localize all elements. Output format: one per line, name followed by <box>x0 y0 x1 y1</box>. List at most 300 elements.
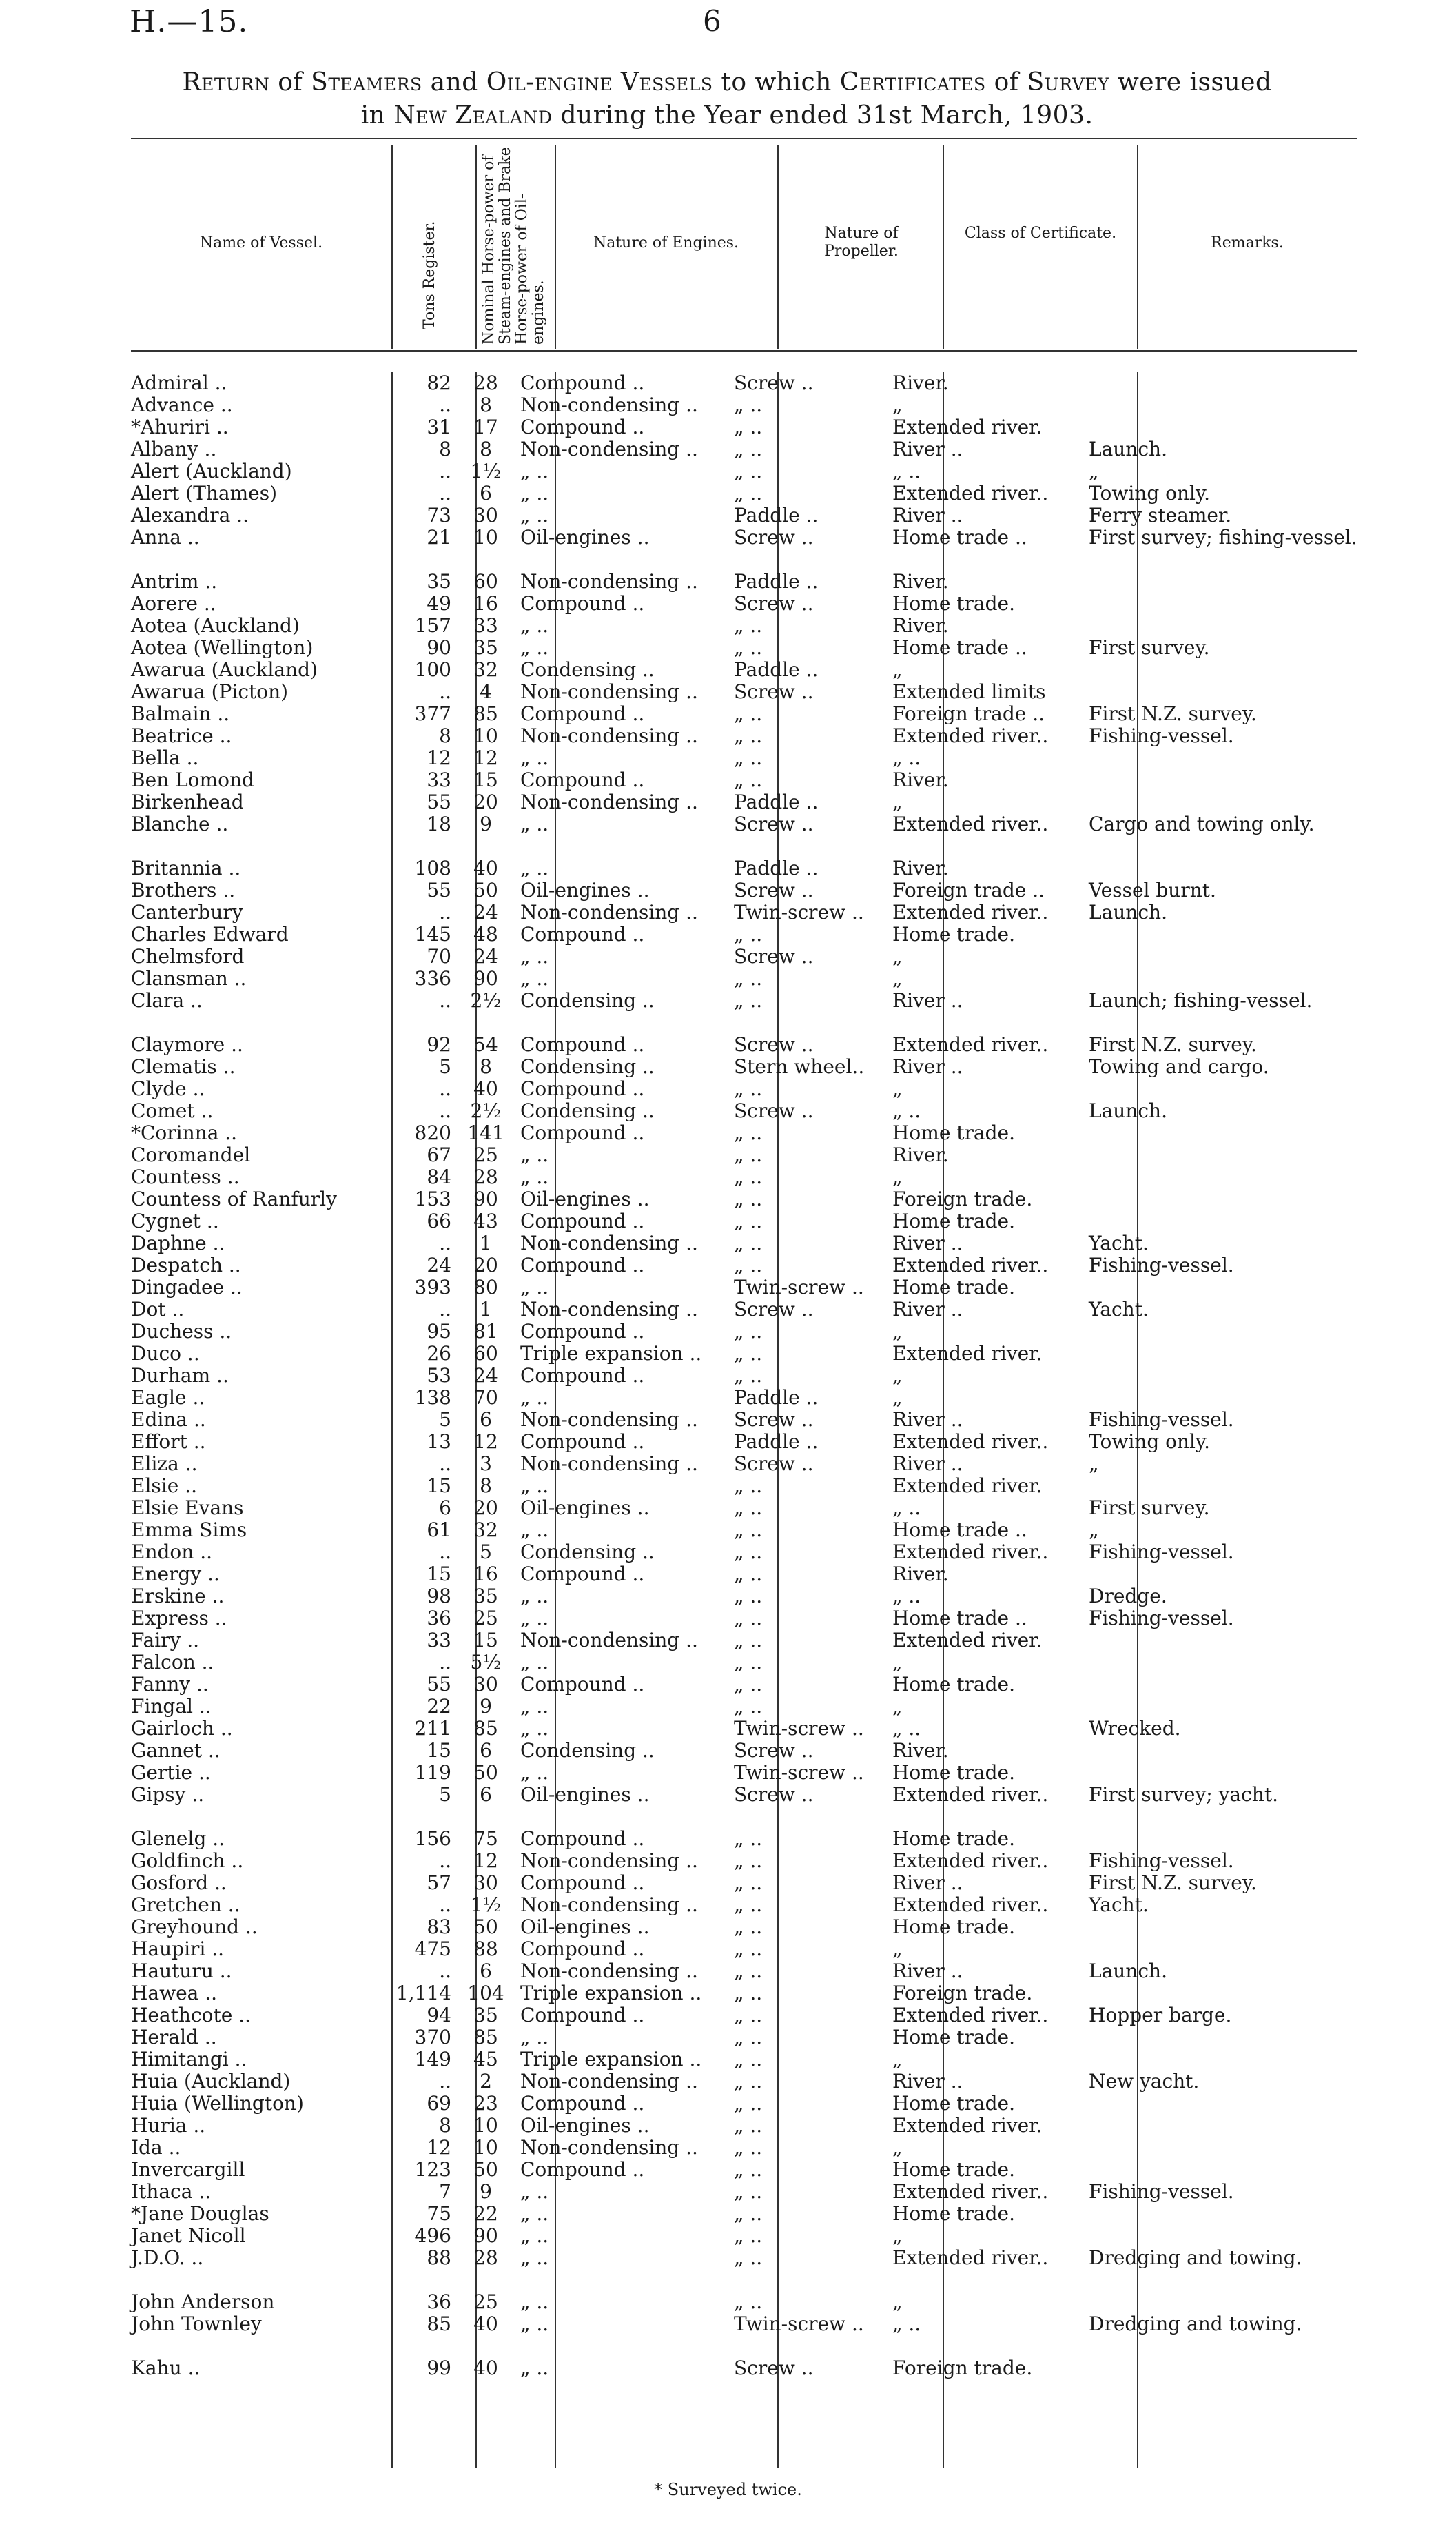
engine-type: Compound .. <box>520 1938 645 1960</box>
tons-register: 33 <box>427 1629 451 1651</box>
table-row <box>131 1563 1357 1585</box>
tons-register: .. <box>439 1077 451 1100</box>
engine-type: Non-condensing .. <box>520 2136 698 2159</box>
tons-register: .. <box>439 2070 451 2093</box>
title-line-1: Return of Steamers and Oil-engine Vessels to which Certificates of Survey were issued <box>182 68 1272 96</box>
certificate-class: River .. <box>892 504 963 527</box>
horse-power: 20 <box>473 1254 498 1277</box>
tons-register: 55 <box>427 1673 451 1696</box>
table-row <box>131 1960 1357 1982</box>
table-row <box>131 615 1357 637</box>
horse-power: 6 <box>480 1739 492 1762</box>
propeller-type: „ .. <box>734 2070 763 2093</box>
vessel-name: Ida .. <box>131 2136 181 2159</box>
tons-register: 138 <box>414 1386 451 1409</box>
horse-power: 30 <box>473 1673 498 1696</box>
remarks <box>1089 1674 1357 1696</box>
engine-type: „ .. <box>520 1761 549 1784</box>
engine-type: Non-condensing .. <box>520 570 698 593</box>
engine-type: Non-condensing .. <box>520 1893 698 1916</box>
horse-power: 30 <box>473 504 498 527</box>
horse-power: 104 <box>467 1982 504 2004</box>
engine-type: „ .. <box>520 1386 549 1409</box>
table-row <box>131 747 1357 769</box>
report-reference: H.—15. <box>130 4 249 39</box>
horse-power: 5 <box>480 1540 492 1563</box>
certificate-class: Extended river.. <box>892 813 1049 835</box>
certificate-class: Extended river.. <box>892 1254 1049 1277</box>
tons-register: 6 <box>439 1496 451 1519</box>
remarks <box>1089 747 1357 769</box>
certificate-class: River .. <box>892 2070 963 2093</box>
remarks: First survey; yacht. <box>1089 1783 1278 1806</box>
engine-type: „ .. <box>520 2312 549 2335</box>
vessel-name: Invercargill <box>131 2158 245 2181</box>
remarks <box>1089 1629 1357 1651</box>
certificate-class: River. <box>892 1143 949 1166</box>
engine-type: Oil-engines .. <box>520 1783 650 1806</box>
remarks: Fishing-vessel. <box>1089 1254 1234 1277</box>
col-header-horse-power: Nominal Horse-power of Steam-engines and Brake Horse-power of Oil-engines. <box>480 147 547 345</box>
vessel-name: Glenelg .. <box>131 1827 225 1850</box>
remarks <box>1089 2159 1357 2181</box>
engine-type: Oil-engines .. <box>520 1496 650 1519</box>
engine-type: Compound .. <box>520 702 645 725</box>
remarks: Towing only. <box>1089 482 1210 505</box>
propeller-type: „ .. <box>734 1518 763 1541</box>
remarks <box>1089 1343 1357 1365</box>
remarks <box>1089 1387 1357 1409</box>
certificate-class: Foreign trade .. <box>892 702 1045 725</box>
remarks: Launch. <box>1089 1960 1167 1982</box>
table-row <box>131 1056 1357 1078</box>
table-row <box>131 1740 1357 1762</box>
horse-power: 2 <box>480 2070 492 2093</box>
vessel-name: Dingadee .. <box>131 1276 243 1299</box>
vessel-name: Effort .. <box>131 1430 206 1453</box>
horse-power: 85 <box>473 2026 498 2048</box>
certificate-class: „ <box>892 1077 903 1100</box>
vessel-name: Gipsy .. <box>131 1783 205 1806</box>
table-row <box>131 1894 1357 1916</box>
horse-power: 40 <box>473 2312 498 2335</box>
propeller-type: „ .. <box>734 1673 763 1696</box>
certificate-class: Foreign trade. <box>892 1982 1033 2004</box>
tons-register: .. <box>439 1849 451 1872</box>
engine-type: Compound .. <box>520 2004 645 2026</box>
horse-power: 6 <box>480 1408 492 1431</box>
propeller-type: „ .. <box>734 769 763 791</box>
propeller-type: „ .. <box>734 394 763 416</box>
vessel-name: Coromandel <box>131 1143 251 1166</box>
engine-type: Non-condensing .. <box>520 1452 698 1475</box>
horse-power: 17 <box>473 416 498 438</box>
engine-type: Compound .. <box>520 592 645 615</box>
remarks <box>1089 2048 1357 2071</box>
horse-power: 5½ <box>470 1651 502 1674</box>
tons-register: 22 <box>427 1695 451 1718</box>
remarks: „ <box>1089 1518 1099 1541</box>
tons-register: 108 <box>414 857 451 879</box>
remarks <box>1089 1078 1357 1100</box>
vessel-name: Anna .. <box>131 526 200 549</box>
remarks: First survey. <box>1089 636 1210 659</box>
propeller-type: Screw .. <box>734 1033 814 1056</box>
propeller-type: „ .. <box>734 1893 763 1916</box>
remarks: Launch. <box>1089 1099 1167 1122</box>
propeller-type: „ .. <box>734 2136 763 2159</box>
tons-register: 75 <box>427 2202 451 2225</box>
certificate-class: River .. <box>892 1408 963 1431</box>
horse-power: 6 <box>480 482 492 505</box>
certificate-class: Home trade. <box>892 1915 1016 1938</box>
tons-register: 820 <box>414 1121 451 1144</box>
remarks: „ <box>1089 460 1099 482</box>
certificate-class: River .. <box>892 989 963 1012</box>
tons-register: 8 <box>439 438 451 460</box>
table-row <box>131 1674 1357 1696</box>
remarks <box>1089 857 1357 879</box>
propeller-type: „ .. <box>734 1849 763 1872</box>
remarks: First N.Z. survey. <box>1089 702 1257 725</box>
propeller-type: „ .. <box>734 1651 763 1674</box>
horse-power: 9 <box>480 2180 492 2203</box>
propeller-type: „ .. <box>734 724 763 747</box>
vessel-name: Greyhound .. <box>131 1915 258 1938</box>
tons-register: .. <box>439 901 451 924</box>
engine-type: „ .. <box>520 857 549 879</box>
table-row <box>131 791 1357 813</box>
remarks <box>1089 394 1357 416</box>
propeller-type: „ .. <box>734 1210 763 1232</box>
vessel-name: John Anderson <box>131 2290 275 2313</box>
engine-type: Compound .. <box>520 923 645 946</box>
certificate-class: River. <box>892 372 949 394</box>
remarks <box>1089 1122 1357 1144</box>
horse-power: 45 <box>473 2048 498 2071</box>
remarks: Vessel burnt. <box>1089 879 1216 902</box>
certificate-class: River. <box>892 857 949 879</box>
certificate-class: „ .. <box>892 746 921 769</box>
tons-register: 7 <box>439 2180 451 2203</box>
table-row <box>131 703 1357 725</box>
vessel-name: Eagle .. <box>131 1386 205 1409</box>
horse-power: 8 <box>480 438 492 460</box>
tons-register: 67 <box>427 1143 451 1166</box>
remarks <box>1089 593 1357 615</box>
engine-type: Non-condensing .. <box>520 394 698 416</box>
horse-power: 85 <box>473 702 498 725</box>
table-row <box>131 769 1357 791</box>
certificate-class: River. <box>892 769 949 791</box>
remarks <box>1089 2137 1357 2159</box>
propeller-type: „ .. <box>734 1188 763 1210</box>
tons-register: 336 <box>414 967 451 990</box>
engine-type: „ .. <box>520 1518 549 1541</box>
certificate-class: „ .. <box>892 1585 921 1607</box>
horse-power: 85 <box>473 1717 498 1740</box>
certificate-class: Extended river.. <box>892 1540 1049 1563</box>
certificate-class: Extended river. <box>892 1474 1043 1497</box>
vessel-name: Canterbury <box>131 901 243 924</box>
horse-power: 40 <box>473 2357 498 2379</box>
table-row <box>131 2247 1357 2291</box>
table-row <box>131 1938 1357 1960</box>
propeller-type: Screw .. <box>734 1298 814 1321</box>
remarks: Dredging and towing. <box>1089 2246 1302 2269</box>
col-header-name: Name of Vessel. <box>199 234 323 252</box>
remarks <box>1089 1277 1357 1299</box>
vessel-name: Emma Sims <box>131 1518 247 1541</box>
certificate-class: River. <box>892 1563 949 1585</box>
table-row <box>131 2048 1357 2071</box>
tons-register: 8 <box>439 724 451 747</box>
remarks: Fishing-vessel. <box>1089 1540 1234 1563</box>
remarks <box>1089 2225 1357 2247</box>
horse-power: 10 <box>473 2136 498 2159</box>
engine-type: „ .. <box>520 1474 549 1497</box>
engine-type: Compound .. <box>520 1827 645 1850</box>
table-row <box>131 482 1357 505</box>
col-header-remarks: Remarks. <box>1211 234 1284 252</box>
horse-power: 30 <box>473 1871 498 1894</box>
table-row <box>131 2026 1357 2048</box>
table-row <box>131 593 1357 615</box>
remarks <box>1089 659 1357 681</box>
vessel-name: J.D.O. .. <box>131 2246 204 2269</box>
certificate-class: Home trade. <box>892 1121 1016 1144</box>
table-row <box>131 505 1357 527</box>
vessel-name: Cygnet .. <box>131 1210 219 1232</box>
remarks: Fishing-vessel. <box>1089 1849 1234 1872</box>
engine-type: „ .. <box>520 1585 549 1607</box>
propeller-type: „ .. <box>734 1563 763 1585</box>
propeller-type: „ .. <box>734 2180 763 2203</box>
vessel-name: Daphne .. <box>131 1232 225 1254</box>
propeller-type: Twin-screw .. <box>734 2312 864 2335</box>
propeller-type: „ .. <box>734 702 763 725</box>
table-row <box>131 990 1357 1034</box>
vessel-name: Alert (Auckland) <box>131 460 292 482</box>
remarks: Dredge. <box>1089 1585 1167 1607</box>
propeller-type: „ .. <box>734 2092 763 2115</box>
vessel-name: *Corinna .. <box>131 1121 238 1144</box>
remarks <box>1089 2093 1357 2115</box>
horse-power: 25 <box>473 2290 498 2313</box>
horse-power: 10 <box>473 2114 498 2137</box>
propeller-type: „ .. <box>734 2224 763 2247</box>
vessel-name: Bella .. <box>131 746 199 769</box>
propeller-type: „ .. <box>734 2026 763 2048</box>
table-row <box>131 1144 1357 1166</box>
remarks <box>1089 924 1357 946</box>
horse-power: 32 <box>473 1518 498 1541</box>
horse-power: 22 <box>473 2202 498 2225</box>
remarks: Wrecked. <box>1089 1717 1181 1740</box>
horse-power: 10 <box>473 526 498 549</box>
horse-power: 75 <box>473 1827 498 1850</box>
certificate-class: „ .. <box>892 2312 921 2335</box>
horse-power: 24 <box>473 901 498 924</box>
remarks <box>1089 1144 1357 1166</box>
remarks: Launch; fishing-vessel. <box>1089 989 1313 1012</box>
tons-register: 5 <box>439 1783 451 1806</box>
table-row <box>131 1431 1357 1453</box>
certificate-class: Foreign trade. <box>892 1188 1033 1210</box>
tons-register: 55 <box>427 879 451 902</box>
vessel-table <box>131 372 1357 2379</box>
certificate-class: Extended river.. <box>892 2004 1049 2026</box>
engine-type: „ .. <box>520 460 549 482</box>
horse-power: 9 <box>480 1695 492 1718</box>
propeller-type: Screw .. <box>734 680 814 703</box>
vessel-name: Claymore .. <box>131 1033 243 1056</box>
tons-register: 57 <box>427 1871 451 1894</box>
vessel-name: Clyde .. <box>131 1077 205 1100</box>
table-row <box>131 1651 1357 1674</box>
certificate-class: Extended river.. <box>892 1893 1049 1916</box>
vessel-name: Awarua (Auckland) <box>131 658 318 681</box>
remarks: First N.Z. survey. <box>1089 1871 1257 1894</box>
tons-register: 35 <box>427 570 451 593</box>
remarks: Towing only. <box>1089 1430 1210 1453</box>
table-row <box>131 2071 1357 2093</box>
header-top-rule <box>131 138 1357 139</box>
remarks <box>1089 1166 1357 1188</box>
vessel-name: Heathcote .. <box>131 2004 252 2026</box>
table-row <box>131 2203 1357 2225</box>
tons-register: 211 <box>414 1717 451 1740</box>
horse-power: 12 <box>473 746 498 769</box>
tons-register: .. <box>439 1893 451 1916</box>
vessel-name: Duco .. <box>131 1342 200 1365</box>
table-row <box>131 902 1357 924</box>
propeller-type: „ .. <box>734 1143 763 1166</box>
engine-type: Triple expansion .. <box>520 1982 702 2004</box>
vessel-name: Countess of Ranfurly <box>131 1188 337 1210</box>
vessel-name: Ben Lomond <box>131 769 254 791</box>
vessel-name: *Jane Douglas <box>131 2202 269 2225</box>
tons-register: 88 <box>427 2246 451 2269</box>
table-row <box>131 1299 1357 1321</box>
remarks <box>1089 1762 1357 1784</box>
certificate-class: „ <box>892 1651 903 1674</box>
vessel-name: Huia (Auckland) <box>131 2070 291 2093</box>
vessel-name: Dot .. <box>131 1298 185 1321</box>
vessel-name: Alexandra .. <box>131 504 249 527</box>
engine-type: „ .. <box>520 1276 549 1299</box>
propeller-type: Screw .. <box>734 372 814 394</box>
vessel-name: Charles Edward <box>131 923 289 946</box>
table-row <box>131 1718 1357 1740</box>
table-row <box>131 1475 1357 1497</box>
remarks <box>1089 372 1357 394</box>
engine-type: „ .. <box>520 2224 549 2247</box>
engine-type: Compound .. <box>520 1320 645 1343</box>
remarks: First survey. <box>1089 1496 1210 1519</box>
engine-type: Oil-engines .. <box>520 2114 650 2137</box>
tons-register: .. <box>439 482 451 505</box>
horse-power: 48 <box>473 923 498 946</box>
remarks: Ferry steamer. <box>1089 504 1232 527</box>
vessel-name: Haupiri .. <box>131 1938 225 1960</box>
remarks <box>1089 1563 1357 1585</box>
certificate-class: River .. <box>892 438 963 460</box>
table-row <box>131 1696 1357 1718</box>
vessel-name: Kahu .. <box>131 2357 201 2379</box>
remarks <box>1089 1365 1357 1387</box>
tons-register: 370 <box>414 2026 451 2048</box>
tons-register: 85 <box>427 2312 451 2335</box>
certificate-class: „ .. <box>892 1717 921 1740</box>
certificate-class: River. <box>892 570 949 593</box>
engine-type: „ .. <box>520 1651 549 1674</box>
vessel-name: Gannet .. <box>131 1739 221 1762</box>
propeller-type: „ .. <box>734 1938 763 1960</box>
engine-type: Compound .. <box>520 2158 645 2181</box>
propeller-type: „ .. <box>734 438 763 460</box>
tons-register: 475 <box>414 1938 451 1960</box>
remarks: Fishing-vessel. <box>1089 724 1234 747</box>
remarks: Cargo and towing only. <box>1089 813 1315 835</box>
horse-power: 2½ <box>470 1099 502 1122</box>
table-row <box>131 2313 1357 2357</box>
certificate-class: Extended river.. <box>892 724 1049 747</box>
vessel-name: Chelmsford <box>131 945 245 968</box>
engine-type: Compound .. <box>520 1364 645 1387</box>
propeller-type: Paddle .. <box>734 1386 819 1409</box>
horse-power: 12 <box>473 1849 498 1872</box>
engine-type: Compound .. <box>520 372 645 394</box>
vessel-name: Albany .. <box>131 438 217 460</box>
propeller-type: Screw .. <box>734 1099 814 1122</box>
tons-register: 66 <box>427 1210 451 1232</box>
propeller-type: „ .. <box>734 2004 763 2026</box>
tons-register: 15 <box>427 1739 451 1762</box>
certificate-class: River .. <box>892 1452 963 1475</box>
tons-register: 12 <box>427 746 451 769</box>
remarks <box>1089 1916 1357 1938</box>
engine-type: Compound .. <box>520 1871 645 1894</box>
certificate-class: Extended river.. <box>892 482 1049 505</box>
horse-power: 90 <box>473 1188 498 1210</box>
engine-type: Oil-engines .. <box>520 1188 650 1210</box>
table-row <box>131 946 1357 968</box>
col-header-engines: Nature of Engines. <box>593 234 739 252</box>
table-row <box>131 1541 1357 1563</box>
vessel-name: Energy .. <box>131 1563 220 1585</box>
tons-register: .. <box>439 1099 451 1122</box>
table-row <box>131 659 1357 681</box>
propeller-type: Screw .. <box>734 813 814 835</box>
vessel-name: Awarua (Picton) <box>131 680 289 703</box>
engine-type: Non-condensing .. <box>520 438 698 460</box>
horse-power: 81 <box>473 1320 498 1343</box>
propeller-type: Screw .. <box>734 526 814 549</box>
propeller-type: „ .. <box>734 1827 763 1850</box>
certificate-class: Home trade. <box>892 2202 1016 2225</box>
propeller-type: Stern wheel.. <box>734 1055 865 1078</box>
certificate-class: Home trade. <box>892 1210 1016 1232</box>
vessel-name: John Townley <box>131 2312 262 2335</box>
engine-type: „ .. <box>520 2202 549 2225</box>
remarks <box>1089 1651 1357 1674</box>
engine-type: „ .. <box>520 945 549 968</box>
horse-power: 35 <box>473 636 498 659</box>
certificate-class: River .. <box>892 1960 963 1982</box>
engine-type: „ .. <box>520 614 549 637</box>
propeller-type: „ .. <box>734 1474 763 1497</box>
